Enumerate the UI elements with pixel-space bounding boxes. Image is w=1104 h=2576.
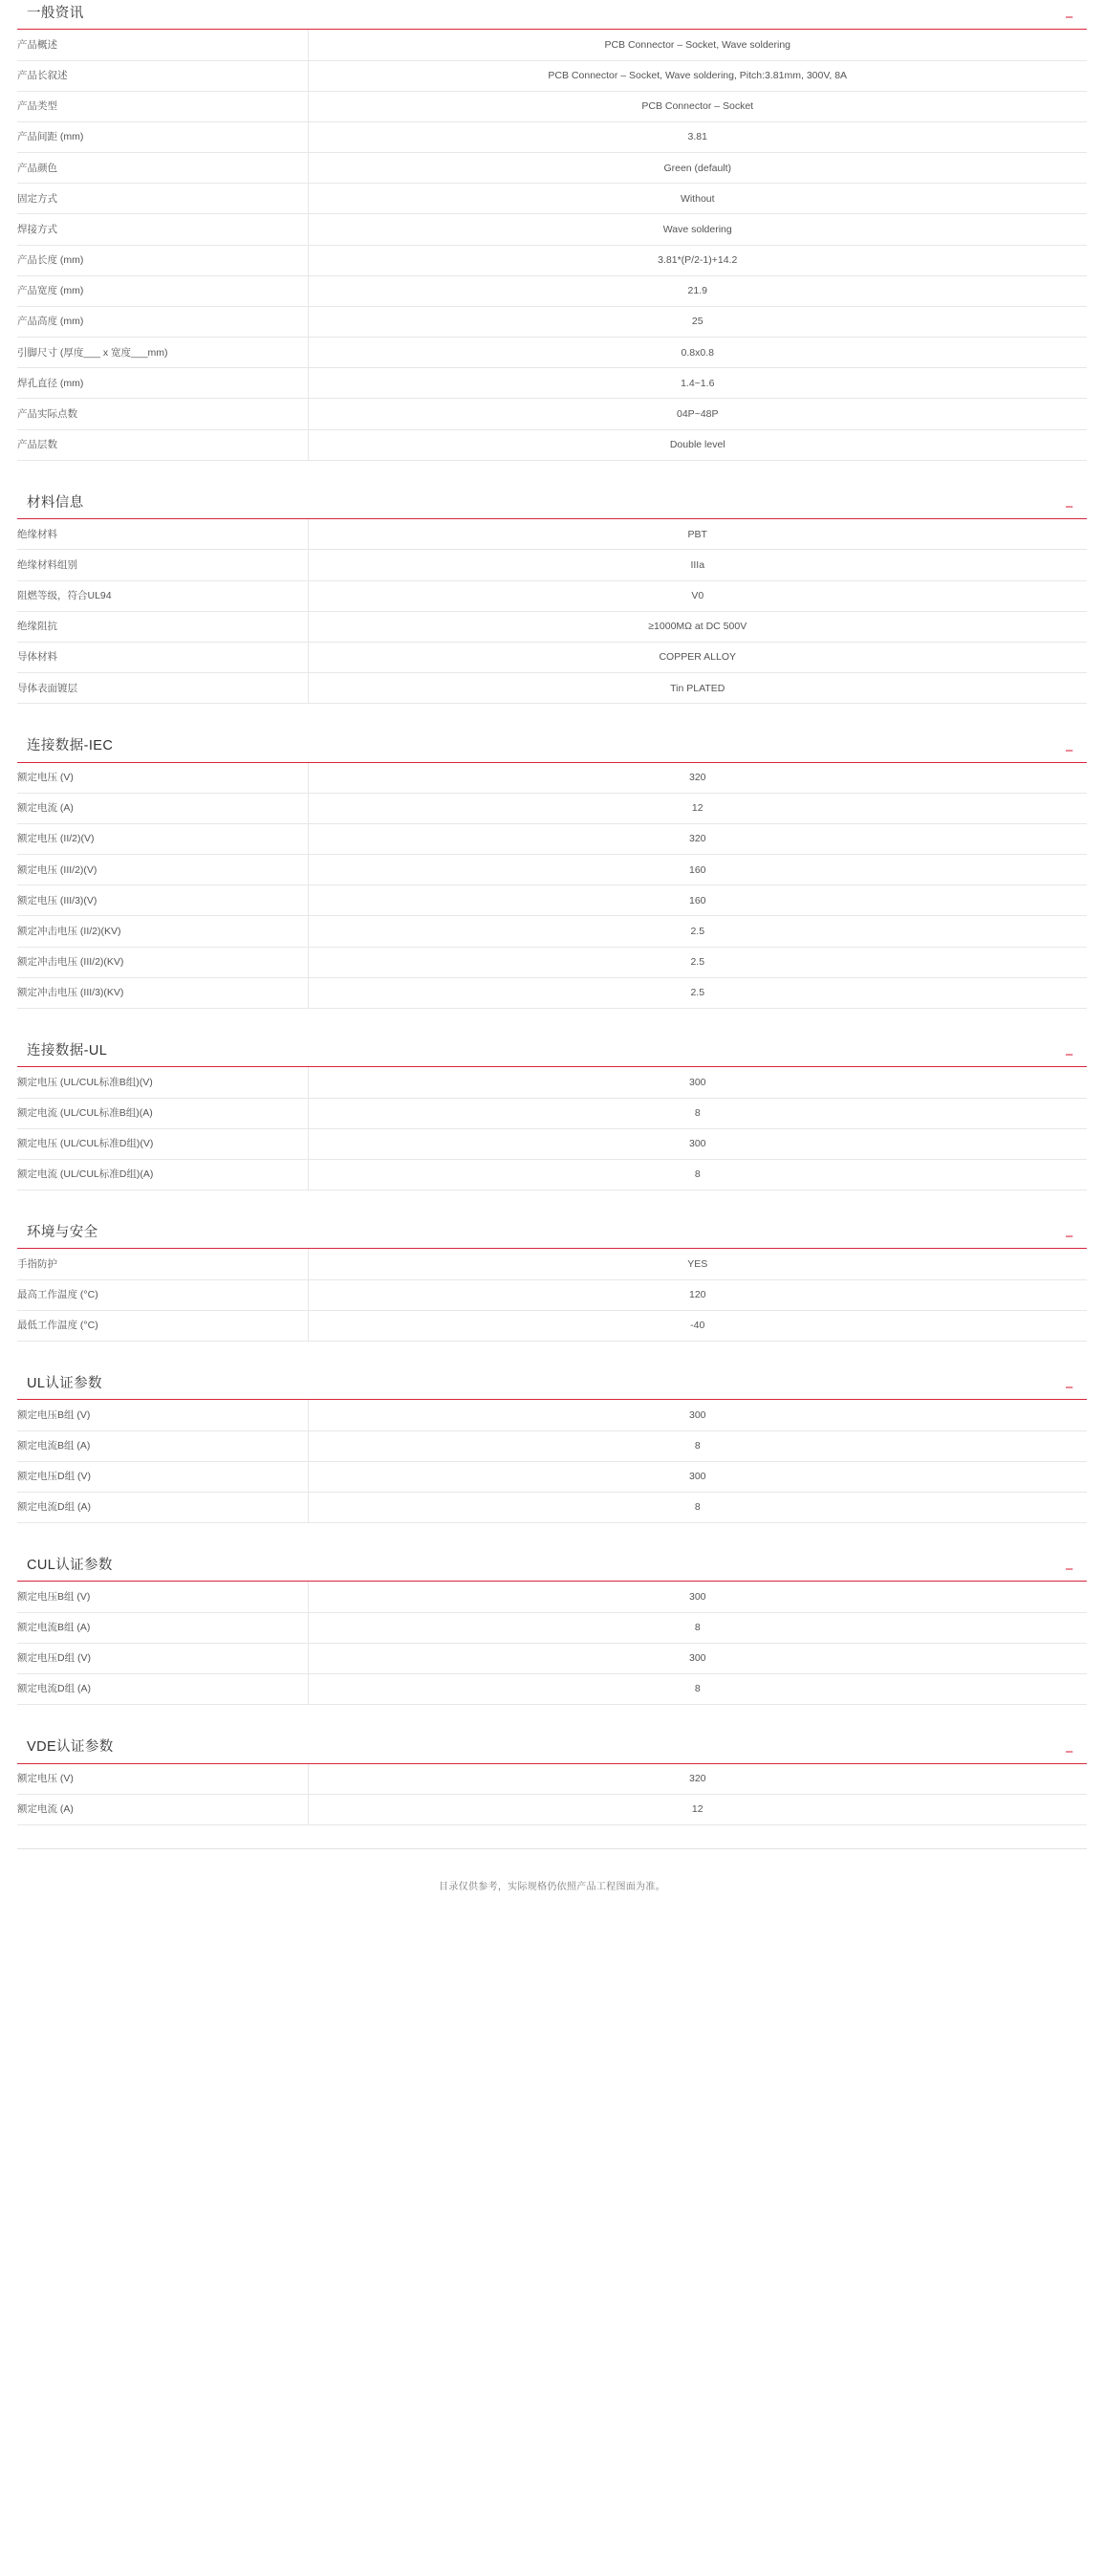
spec-key: 绝缘材料组别 [17, 550, 308, 580]
table-row [17, 1098, 1087, 1128]
spec-key: 额定电流 (UL/CUL标准D组)(A) [17, 1159, 308, 1190]
spec-key: 产品层数 [17, 429, 308, 460]
spec-value: 8 [694, 1168, 701, 1181]
spec-key: 导体材料 [17, 642, 308, 672]
spec-value: V0 [691, 590, 704, 602]
spec-key: 额定冲击电压 (III/2)(KV) [17, 947, 308, 977]
section-title: VDE认证参数 [27, 1739, 114, 1756]
spec-section [17, 727, 1087, 1009]
spec-value: 320 [688, 1773, 706, 1785]
table-row [17, 60, 1087, 91]
spec-section [17, 1032, 1087, 1190]
section-header[interactable] [17, 727, 1087, 762]
table-row [17, 368, 1087, 399]
spec-value: 2.5 [690, 987, 705, 999]
spec-section [17, 1364, 1087, 1523]
spec-value: 04P~48P [677, 407, 719, 420]
table-row [17, 153, 1087, 184]
spec-key: 产品实际点数 [17, 399, 308, 429]
table-row [17, 30, 1087, 60]
spec-value: PBT [687, 528, 707, 540]
table-row [17, 885, 1087, 916]
table-row [17, 1159, 1087, 1190]
spec-table [17, 1249, 1087, 1342]
spec-value: Green (default) [663, 162, 732, 174]
spec-table [17, 1400, 1087, 1523]
spec-value: 2.5 [690, 925, 705, 937]
table-row [17, 245, 1087, 275]
section-header[interactable] [17, 1546, 1087, 1582]
spec-key: 额定电压B组 (V) [17, 1400, 308, 1430]
spec-key: 额定电压B组 (V) [17, 1582, 308, 1612]
spec-key: 固定方式 [17, 184, 308, 214]
spec-key: 额定电流D组 (A) [17, 1492, 308, 1522]
table-row [17, 1128, 1087, 1159]
spec-key: 最高工作温度 (°C) [17, 1279, 308, 1310]
section-title: 连接数据-UL [27, 1042, 108, 1059]
spec-table [17, 519, 1087, 704]
spec-table [17, 1582, 1087, 1705]
spec-value: 3.81*(P/2-1)+14.2 [658, 254, 738, 267]
spec-key: 产品长叙述 [17, 60, 308, 91]
spec-key: 额定电压 (UL/CUL标准B组)(V) [17, 1067, 308, 1098]
collapse-icon[interactable]: − [1065, 10, 1073, 27]
section-header[interactable] [17, 1364, 1087, 1400]
table-row [17, 1400, 1087, 1430]
spec-value: YES [687, 1257, 708, 1270]
collapse-icon[interactable]: − [1065, 499, 1073, 516]
spec-section [17, 1546, 1087, 1705]
table-row [17, 1612, 1087, 1643]
table-row [17, 1492, 1087, 1522]
spec-value: 300 [688, 1652, 706, 1665]
spec-value: 8 [694, 1501, 701, 1514]
section-header[interactable] [17, 484, 1087, 519]
spec-table [17, 763, 1087, 1009]
table-row [17, 399, 1087, 429]
table-row [17, 1430, 1087, 1461]
table-row [17, 184, 1087, 214]
spec-key: 额定电流 (UL/CUL标准B组)(A) [17, 1098, 308, 1128]
table-row [17, 91, 1087, 121]
spec-key: 绝缘阻抗 [17, 611, 308, 642]
sections-container [17, 0, 1087, 1825]
spec-key: 额定电压 (III/3)(V) [17, 885, 308, 916]
spec-key: 额定冲击电压 (II/2)(KV) [17, 916, 308, 947]
spec-value: 3.81 [687, 131, 707, 143]
table-row [17, 673, 1087, 704]
spec-key: 阻燃等级，符合UL94 [17, 580, 308, 611]
spec-key: 产品间距 (mm) [17, 121, 308, 152]
table-row [17, 121, 1087, 152]
spec-value: 160 [688, 894, 706, 906]
spec-key: 额定电流B组 (A) [17, 1612, 308, 1643]
spec-key: 额定电压D组 (V) [17, 1461, 308, 1492]
table-row [17, 947, 1087, 977]
collapse-icon[interactable]: − [1065, 1229, 1073, 1246]
spec-key: 额定电压 (UL/CUL标准D组)(V) [17, 1128, 308, 1159]
collapse-icon[interactable]: − [1065, 1047, 1073, 1064]
spec-section [17, 1728, 1087, 1825]
spec-key: 额定电流 (A) [17, 1794, 308, 1824]
spec-key: 额定冲击电压 (III/3)(KV) [17, 977, 308, 1008]
spec-value: Wave soldering [662, 223, 732, 235]
spec-table [17, 1067, 1087, 1190]
spec-table [17, 1764, 1087, 1825]
table-row [17, 1794, 1087, 1824]
table-row [17, 611, 1087, 642]
spec-section [17, 484, 1087, 704]
spec-value: 12 [691, 802, 704, 815]
spec-table [17, 30, 1087, 460]
spec-value: Double level [669, 439, 725, 451]
spec-value: ≥1000MΩ at DC 500V [648, 621, 747, 633]
table-row [17, 275, 1087, 306]
spec-key: 产品概述 [17, 30, 308, 60]
spec-key: 焊孔直径 (mm) [17, 368, 308, 399]
spec-key: 产品宽度 (mm) [17, 275, 308, 306]
spec-value: 300 [688, 1590, 706, 1603]
spec-value: 12 [691, 1803, 704, 1816]
table-row [17, 793, 1087, 823]
spec-value: 300 [688, 1408, 706, 1421]
collapse-icon[interactable]: − [1065, 1743, 1073, 1760]
spec-key: 额定电流D组 (A) [17, 1673, 308, 1704]
table-row [17, 306, 1087, 337]
spec-key: 产品类型 [17, 91, 308, 121]
spec-key: 额定电压 (III/2)(V) [17, 855, 308, 885]
section-header[interactable] [17, 1728, 1087, 1763]
spec-key: 额定电流B组 (A) [17, 1430, 308, 1461]
spec-key: 最低工作温度 (°C) [17, 1310, 308, 1341]
spec-value: 120 [688, 1289, 706, 1301]
spec-value: 0.8x0.8 [681, 346, 714, 359]
table-row [17, 823, 1087, 854]
spec-value: 320 [688, 833, 706, 845]
spec-key: 引脚尺寸 (厚度___ x 宽度___mm) [17, 338, 308, 368]
spec-value: Tin PLATED [670, 682, 725, 694]
table-row [17, 1582, 1087, 1612]
spec-key: 产品高度 (mm) [17, 306, 308, 337]
spec-value: COPPER ALLOY [659, 651, 737, 664]
section-header[interactable] [17, 1032, 1087, 1067]
spec-key: 额定电压 (V) [17, 763, 308, 794]
section-title: CUL认证参数 [27, 1558, 113, 1574]
collapse-icon[interactable]: − [1065, 1380, 1073, 1397]
table-row [17, 642, 1087, 672]
spec-key: 导体表面镀层 [17, 673, 308, 704]
collapse-icon[interactable]: − [1065, 742, 1073, 759]
spec-key: 产品颜色 [17, 153, 308, 184]
spec-value: IIIa [690, 558, 705, 571]
spec-value: PCB Connector – Socket, Wave soldering, Pitch:3.81mm, 300V, 8A [548, 70, 848, 82]
footer-note: 目录仅供参考，实际规格仍依照产品工程图面为准。 [439, 1881, 665, 1892]
spec-key: 焊接方式 [17, 214, 308, 245]
section-title: 连接数据-IEC [27, 738, 114, 754]
spec-key: 绝缘材料 [17, 519, 308, 550]
table-row [17, 1067, 1087, 1098]
spec-value: 8 [694, 1622, 701, 1634]
table-row [17, 1764, 1087, 1795]
spec-value: 300 [688, 1076, 706, 1088]
spec-value: 1.4~1.6 [681, 377, 715, 389]
spec-key: 额定电流 (A) [17, 793, 308, 823]
table-row [17, 916, 1087, 947]
spec-value: 8 [694, 1107, 701, 1120]
section-header[interactable] [17, 1213, 1087, 1249]
spec-key: 手指防护 [17, 1249, 308, 1279]
table-row [17, 1249, 1087, 1279]
spec-value: PCB Connector – Socket [641, 100, 754, 113]
table-row [17, 429, 1087, 460]
section-header[interactable] [17, 0, 1087, 30]
spec-key: 额定电压 (II/2)(V) [17, 823, 308, 854]
table-row [17, 338, 1087, 368]
table-row [17, 1643, 1087, 1673]
table-row [17, 1673, 1087, 1704]
section-title: 环境与安全 [27, 1225, 98, 1241]
section-title: 材料信息 [27, 494, 84, 511]
spec-key: 额定电压 (V) [17, 1764, 308, 1795]
spec-value: 300 [688, 1471, 706, 1483]
section-title: UL认证参数 [27, 1375, 102, 1391]
spec-value: PCB Connector – Socket, Wave soldering [604, 38, 791, 51]
spec-value: 25 [691, 316, 704, 328]
spec-value: 300 [688, 1138, 706, 1150]
spec-key: 额定电压D组 (V) [17, 1643, 308, 1673]
table-row [17, 214, 1087, 245]
table-row [17, 1461, 1087, 1492]
spec-value: 21.9 [687, 285, 707, 297]
table-row [17, 1279, 1087, 1310]
table-row [17, 763, 1087, 794]
spec-value: 8 [694, 1440, 701, 1452]
spec-value: 160 [688, 863, 706, 876]
spec-section [17, 0, 1087, 461]
table-row [17, 977, 1087, 1008]
table-row [17, 855, 1087, 885]
spec-value: 320 [688, 772, 706, 784]
table-row [17, 550, 1087, 580]
spec-section [17, 1213, 1087, 1342]
section-title: 一般资讯 [27, 6, 84, 21]
collapse-icon[interactable]: − [1065, 1561, 1073, 1579]
spec-value: 8 [694, 1683, 701, 1695]
spec-key: 产品长度 (mm) [17, 245, 308, 275]
table-row [17, 580, 1087, 611]
spec-value: 2.5 [690, 956, 705, 969]
table-row [17, 1310, 1087, 1341]
spec-value: -40 [690, 1320, 705, 1332]
spec-value: Without [680, 192, 715, 205]
table-row [17, 519, 1087, 550]
